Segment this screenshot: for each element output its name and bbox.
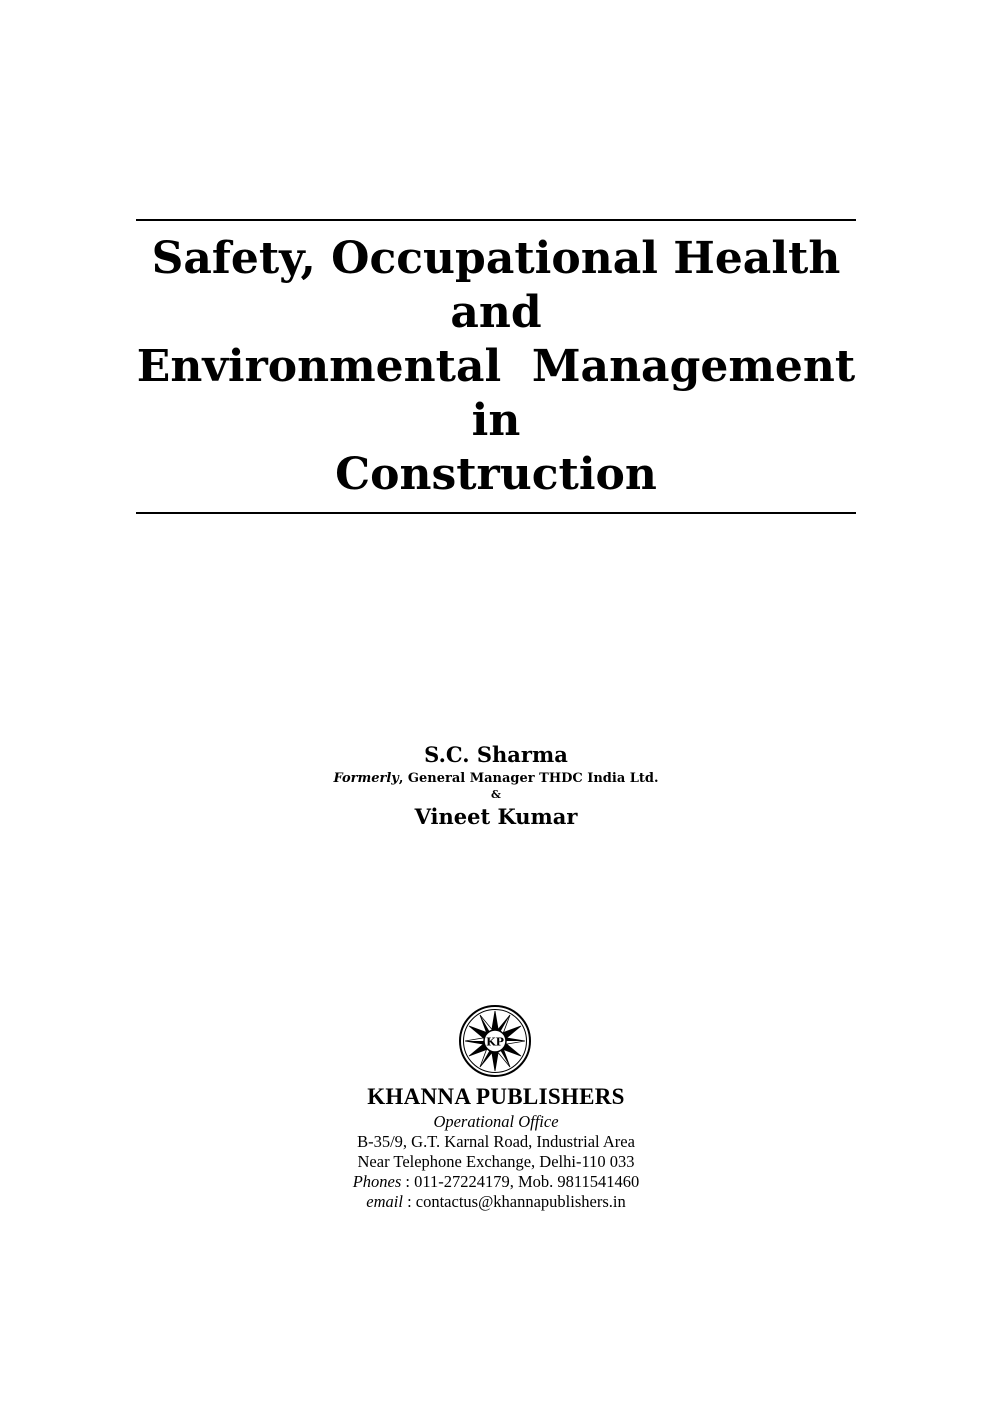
email-value: : contactus@khannapublishers.in xyxy=(402,1192,626,1211)
title-line-4: in xyxy=(471,395,521,446)
publisher-name: KHANNA PUBLISHERS xyxy=(367,1084,625,1109)
book-title xyxy=(100,232,892,502)
address-line-1: B-35/9, G.T. Karnal Road, Industrial Area xyxy=(357,1132,635,1151)
publisher-block xyxy=(246,1082,746,1212)
author-2-name: Vineet Kumar xyxy=(414,804,578,829)
publisher-logo-icon xyxy=(458,1004,532,1078)
address-line-2: Near Telephone Exchange, Delhi-110 033 xyxy=(357,1152,635,1171)
title-line-1: Safety, Occupational Health xyxy=(151,233,841,284)
author-1-role xyxy=(200,770,792,788)
email-label: email xyxy=(366,1192,403,1211)
email-line xyxy=(246,1192,746,1212)
author-1-name: S.C. Sharma xyxy=(424,742,568,767)
office-label xyxy=(246,1112,746,1132)
phones-label: Phones xyxy=(352,1172,402,1191)
author-1-role-prefix: Formerly xyxy=(333,771,399,786)
phones-line xyxy=(246,1172,746,1192)
office-label-text: Operational Office xyxy=(433,1112,559,1131)
title-line-5: Construction xyxy=(335,449,657,500)
authors-block xyxy=(200,740,792,832)
title-line-2: and xyxy=(450,287,542,338)
phones-value: : 011-27224179, Mob. 9811541460 xyxy=(401,1172,640,1191)
author-separator: & xyxy=(491,788,501,801)
title-top-rule xyxy=(136,219,856,221)
title-line-3: Environmental Management xyxy=(136,341,856,392)
author-1-role-rest: , General Manager THDC India Ltd. xyxy=(398,771,659,786)
title-bottom-rule xyxy=(136,512,856,514)
logo-text: KP xyxy=(486,1035,504,1049)
